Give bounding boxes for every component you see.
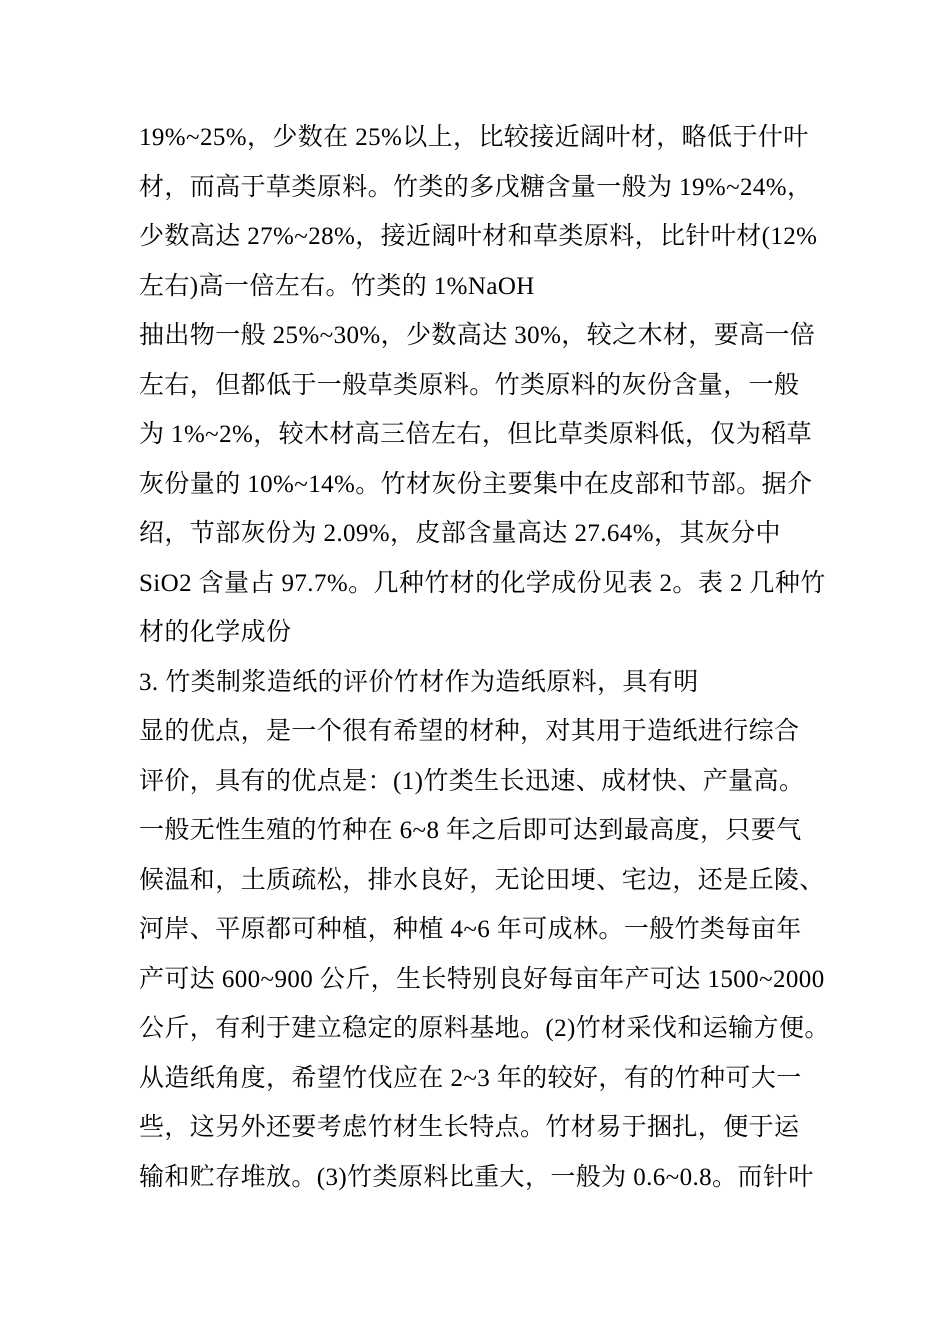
text-line: 为 1%~2%，较木材高三倍左右，但比草类原料低，仅为稻草 — [139, 421, 813, 448]
text-line: 显的优点，是一个很有希望的材种，对其用于造纸进行综合 — [139, 718, 800, 745]
text-line: 公斤，有利于建立稳定的原料基地。(2)竹材采伐和运输方便。 — [139, 1015, 830, 1042]
text-line: 材，而高于草类原料。竹类的多戊糖含量一般为 19%~24%， — [139, 173, 813, 201]
text-line: 评价，具有的优点是：(1)竹类生长迅速、成材快、产量高。 — [139, 767, 805, 795]
text-line: 19%~25%，少数在 25%以上，比较接近阔叶材，略低于什叶 — [139, 124, 809, 151]
text-line: SiO2 含量占 97.7%。几种竹材的化学成份见表 2。表 2 几种竹 — [139, 569, 826, 597]
text-line: 产可达 600~900 公斤，生长特别良好每亩年产可达 1500~2000 — [139, 965, 825, 993]
text-line: 左右，但都低于一般草类原料。竹类原料的灰份含量，一般 — [139, 371, 800, 399]
text-line: 从造纸角度，希望竹伐应在 2~3 年的较好，有的竹种可大一 — [139, 1064, 802, 1092]
text-line: 灰份量的 10%~14%。竹材灰份主要集中在皮部和节部。据介 — [139, 470, 813, 498]
text-line: 一般无性生殖的竹种在 6~8 年之后即可达到最高度，只要气 — [139, 817, 802, 844]
text-line: 少数高达 27%~28%，接近阔叶材和草类原料，比针叶材(12% — [139, 223, 818, 250]
text-line: 输和贮存堆放。(3)竹类原料比重大，一般为 0.6~0.8。而针叶 — [139, 1163, 814, 1191]
body-text — [139, 113, 839, 1202]
text-line: 左右)高一倍左右。竹类的 1%NaOH — [139, 272, 535, 300]
text-line: 绍，节部灰份为 2.09%，皮部含量高达 27.64%，其灰分中 — [139, 520, 781, 547]
text-line: 候温和，土质疏松，排水良好，无论田埂、宅边，还是丘陵、 — [139, 866, 825, 894]
text-line: 河岸、平原都可种植，种植 4~6 年可成林。一般竹类每亩年 — [139, 916, 802, 943]
section-heading: 3. 竹类制浆造纸的评价竹材作为造纸原料，具有明 — [139, 668, 699, 696]
text-line: 材的化学成份 — [139, 619, 292, 646]
text-line: 抽出物一般 25%~30%，少数高达 30%，较之木材，要高一倍 — [139, 322, 816, 349]
text-line: 些，这另外还要考虑竹材生长特点。竹材易于捆扎，便于运 — [139, 1114, 800, 1141]
